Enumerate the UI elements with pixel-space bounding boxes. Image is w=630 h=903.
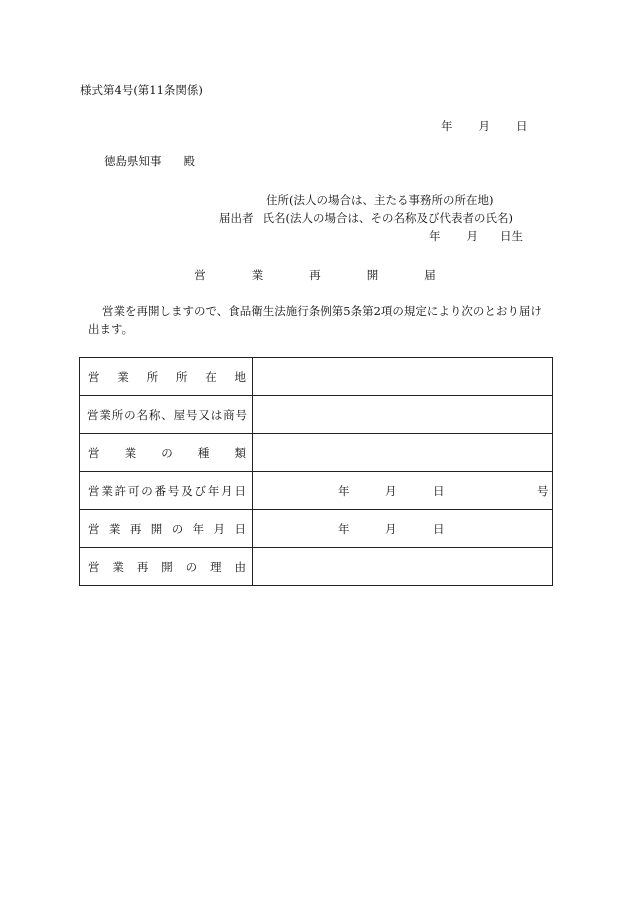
label-char: 営 — [88, 369, 100, 384]
application-table — [79, 357, 553, 586]
label-char: 開 — [161, 559, 173, 574]
label-char: 許 — [114, 483, 127, 498]
label-char: 地 — [234, 369, 246, 384]
label-char: 由 — [234, 559, 246, 574]
applicant-address-label: 住所(法人の場合は、主たる事務所の所在地) — [266, 193, 494, 207]
body-text-line-1: 営業を再開しますので、食品衛生法施行条例第5条第2項の規定により次のとおり届け — [102, 304, 542, 318]
title-char: 営 — [194, 268, 206, 282]
label-char: 所 — [175, 369, 188, 384]
label-char: 月 — [221, 483, 233, 498]
table-row — [80, 510, 553, 548]
applicant-role-label: 届出者 — [219, 211, 254, 225]
row-label — [80, 369, 252, 385]
label-char: 類 — [234, 445, 246, 460]
label-char: 在 — [205, 369, 217, 384]
permit-year-char: 年 — [338, 484, 350, 498]
value-resume-date[interactable] — [253, 510, 553, 548]
label-char: 営 — [88, 445, 100, 460]
permit-month-char: 月 — [385, 484, 397, 498]
permit-day-char: 日 — [433, 484, 445, 498]
table-row — [80, 358, 553, 396]
label-char: 号 — [167, 483, 180, 498]
resume-year-char: 年 — [338, 522, 350, 536]
label-char: 理 — [210, 559, 222, 574]
label-char: の — [141, 483, 153, 498]
label-char: 称 — [148, 407, 161, 422]
row-label — [80, 521, 252, 537]
applicant-birth-date — [429, 229, 523, 243]
label-char: 年 — [192, 521, 205, 536]
label-char: 営 — [87, 407, 99, 422]
title-char: 業 — [251, 268, 264, 282]
row-label — [80, 445, 252, 461]
label-char: び — [194, 483, 206, 498]
label-char: 業 — [108, 521, 121, 536]
applicant-name-label: 氏名(法人の場合は、その名称及び代表者の氏名) — [262, 211, 513, 225]
label-char: 号 — [235, 407, 247, 422]
label-char: 又 — [198, 407, 210, 422]
label-char: の — [161, 445, 173, 460]
label-char: 号 — [186, 407, 198, 422]
label-char: 業 — [117, 369, 129, 384]
label-char: 業 — [101, 483, 113, 498]
resume-month-char: 月 — [385, 522, 397, 536]
value-permit-number-date[interactable] — [253, 472, 553, 510]
label-char: 開 — [150, 521, 163, 536]
birth-month-char: 月 — [466, 229, 478, 243]
body-text-line-2: 出ます。 — [88, 322, 134, 336]
label-char: 業 — [124, 445, 137, 460]
label-char: 年 — [207, 483, 220, 498]
table-row — [80, 396, 553, 434]
label-char: 業 — [99, 407, 111, 422]
label-char: 日 — [234, 521, 246, 536]
resume-date-fields — [253, 510, 552, 547]
row-label — [80, 483, 252, 499]
label-business-type — [80, 434, 253, 472]
label-char: 商 — [223, 407, 235, 422]
label-char: 再 — [129, 521, 142, 536]
label-business-name — [80, 396, 253, 434]
label-char: の — [185, 559, 198, 574]
label-char: 及 — [181, 483, 193, 498]
label-char: 可 — [127, 483, 140, 498]
applicant-name-row — [219, 211, 513, 225]
date-day-char: 日 — [516, 119, 528, 133]
label-char: 営 — [88, 483, 100, 498]
label-permit-number-date — [80, 472, 253, 510]
date-month-char: 月 — [478, 119, 490, 133]
addressee-name: 徳島県知事 — [104, 154, 162, 168]
title-char: 再 — [309, 268, 321, 282]
label-char: 名 — [136, 407, 148, 422]
table-row — [80, 434, 553, 472]
date-year-char: 年 — [441, 119, 453, 133]
label-char: 営 — [88, 521, 100, 536]
birth-year-char: 年 — [429, 229, 441, 243]
table-row — [80, 548, 553, 586]
value-business-type[interactable] — [253, 434, 553, 472]
title-char: 届 — [424, 268, 436, 282]
value-resume-reason[interactable] — [253, 548, 553, 586]
label-char: 番 — [154, 483, 167, 498]
label-char: 、 — [161, 407, 173, 422]
form-number: 様式第4号(第11条関係) — [80, 83, 203, 97]
label-char: 業 — [112, 559, 124, 574]
label-business-location — [80, 358, 253, 396]
label-char: 種 — [197, 445, 210, 460]
permit-date-fields — [253, 472, 552, 509]
label-char: 屋 — [173, 407, 186, 422]
label-char: の — [124, 407, 136, 422]
label-char: 所 — [146, 369, 159, 384]
document-title — [0, 268, 630, 282]
birth-day-char: 日生 — [500, 229, 523, 243]
submission-date — [441, 119, 528, 133]
label-char: 日 — [234, 483, 246, 498]
addressee — [104, 154, 195, 168]
label-char: 所 — [111, 407, 124, 422]
title-char: 開 — [366, 268, 379, 282]
row-label — [80, 407, 252, 423]
label-char: 再 — [136, 559, 149, 574]
label-resume-date — [80, 510, 253, 548]
row-label — [80, 559, 252, 575]
resume-day-char: 日 — [433, 522, 445, 536]
label-char: 月 — [213, 521, 226, 536]
label-resume-reason — [80, 548, 253, 586]
permit-number-char: 号 — [537, 484, 549, 498]
label-char: は — [210, 407, 223, 422]
label-char: 営 — [88, 559, 100, 574]
addressee-honorific: 殿 — [183, 154, 195, 168]
table-row — [80, 472, 553, 510]
value-business-name[interactable] — [253, 396, 553, 434]
value-business-location[interactable] — [253, 358, 553, 396]
label-char: の — [171, 521, 184, 536]
